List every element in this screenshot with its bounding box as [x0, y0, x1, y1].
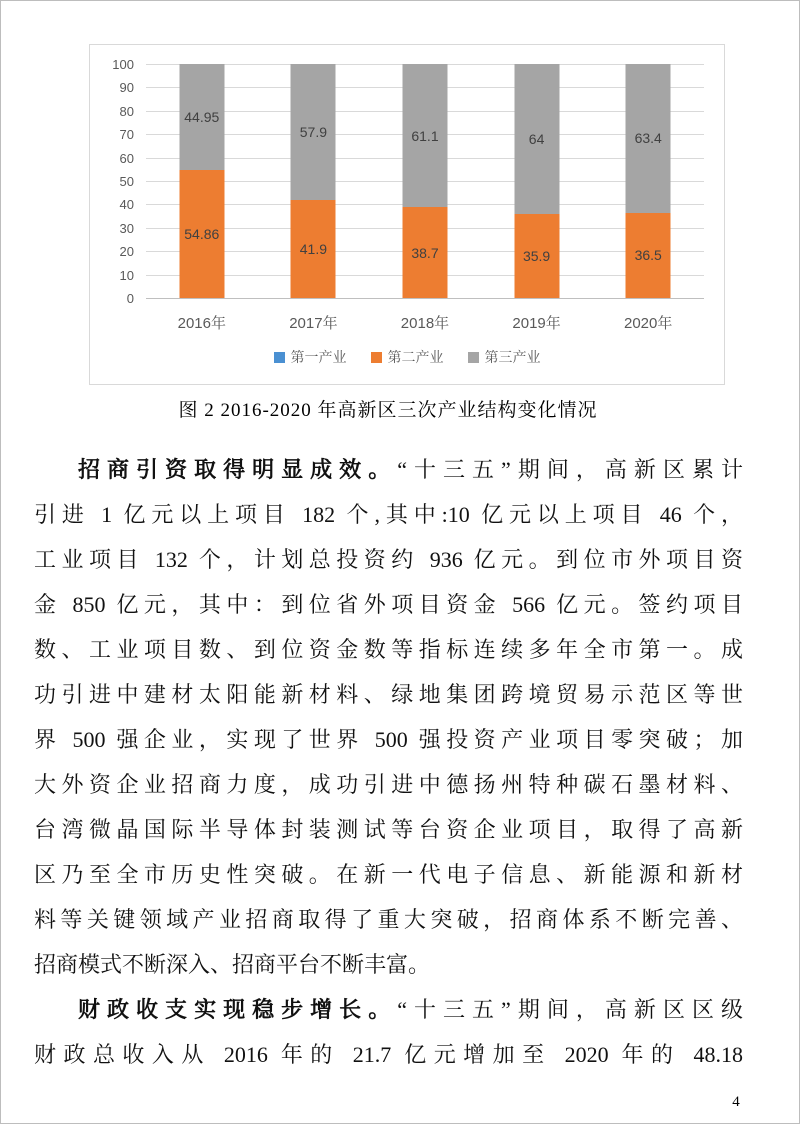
chart-legend [90, 349, 724, 365]
bar-segment-第二产业 [291, 200, 336, 298]
bar-data-label: 61.1 [411, 127, 439, 144]
legend-swatch-icon [274, 352, 285, 363]
y-tick-label: 80 [119, 103, 134, 119]
body-line [34, 852, 743, 897]
y-tick-label: 10 [119, 267, 134, 283]
y-tick-label: 90 [119, 80, 134, 96]
bar-segment-第二产业 [402, 207, 447, 298]
bar-segment-第三产业 [626, 64, 671, 212]
bar-segment-第三产业 [514, 64, 559, 214]
x-tick-label: 2019年 [512, 315, 561, 332]
bar-data-label: 64 [528, 131, 545, 148]
body-line [34, 492, 743, 537]
gridline [146, 298, 704, 299]
body-text-segment: 工业项目 132 个，计划总投资约 936 亿元。到位市外项目资 [34, 547, 743, 572]
body-text-segment: 财政总收入从 2016 年的 21.7 亿元增加至 2020 年的 48.18 [34, 1042, 743, 1067]
body-line [34, 717, 743, 762]
bar-segment-第三产业 [291, 64, 336, 199]
bar-segment-第二产业 [626, 213, 671, 298]
bar-data-label: 38.7 [411, 244, 439, 261]
x-axis-labels [146, 312, 704, 333]
body-text-segment: 界 500 强企业，实现了世界 500 强投资产业项目零突破；加 [34, 727, 743, 752]
bar-data-label: 54.86 [184, 225, 220, 242]
body-text-segment: 功引进中建材太阳能新材料、绿地集团跨境贸易示范区等世 [34, 682, 743, 707]
body-text-segment: “十三五”期间，高新区累计 [397, 457, 743, 482]
y-tick-label: 60 [119, 150, 134, 166]
bold-lead-text: 财政收支实现稳步增长。 [78, 997, 398, 1022]
bar-data-label: 57.9 [299, 124, 328, 141]
bar-column [146, 64, 258, 298]
body-line [34, 1032, 743, 1077]
figure-caption: 图 2 2016-2020 年高新区三次产业结构变化情况 [178, 400, 598, 421]
body-line [34, 942, 743, 987]
x-tick-label: 2020年 [623, 315, 673, 332]
bar-segment-第二产业 [514, 214, 559, 298]
y-tick-label: 30 [119, 220, 134, 236]
body-text [34, 447, 743, 1077]
body-line [34, 447, 743, 492]
legend-label: 第二产业 [387, 349, 444, 365]
body-text-segment: 区乃至全市历史性突破。在新一代电子信息、新能源和新材 [34, 862, 743, 887]
body-line [34, 897, 743, 942]
bar-column [258, 64, 370, 298]
bar-column [481, 64, 593, 298]
legend-item [274, 347, 347, 367]
body-line [34, 537, 743, 582]
body-text-segment: “十三五”期间，高新区区级 [397, 997, 743, 1022]
body-line [34, 627, 743, 672]
body-text-segment: 台湾微晶国际半导体封装测试等台资企业项目，取得了高新 [34, 817, 743, 842]
body-text-segment: 大外资企业招商力度，成功引进中德扬州特种碳石墨材料、 [34, 772, 743, 797]
legend-label: 第三产业 [484, 349, 541, 365]
y-tick-label: 50 [119, 174, 134, 189]
body-text-segment: 金 850 亿元，其中：到位省外项目资金 566 亿元。签约项目 [34, 592, 743, 617]
body-line [34, 807, 743, 852]
body-text-segment: 招商模式不断深入、招商平台不断丰富。 [34, 952, 431, 977]
legend-item [468, 347, 541, 367]
bar-column [369, 64, 481, 298]
y-tick-label: 70 [119, 127, 134, 143]
bar-data-label: 35.9 [522, 248, 551, 264]
x-tick-label: 2016年 [177, 315, 226, 332]
body-text-segment: 料等关键领域产业招商取得了重大突破，招商体系不断完善、 [34, 907, 743, 932]
bar-data-label: 44.95 [184, 109, 220, 126]
body-line [34, 762, 743, 807]
page-number: 4 [732, 1094, 740, 1110]
legend-label: 第一产业 [290, 349, 347, 365]
y-tick-label: 100 [112, 57, 134, 72]
y-tick-label: 40 [119, 197, 134, 213]
bar-segment-第三产业 [402, 64, 447, 207]
legend-swatch-icon [468, 352, 479, 363]
legend-item [371, 347, 444, 367]
bar-column [592, 64, 704, 298]
body-line [34, 582, 743, 627]
x-tick-label: 2018年 [400, 315, 450, 332]
y-tick-label: 0 [126, 291, 134, 306]
plot-area [146, 64, 704, 298]
bar-data-label: 36.5 [634, 247, 662, 264]
bold-lead-text: 招商引资取得明显成效。 [78, 457, 398, 482]
bar-data-label: 63.4 [634, 130, 662, 147]
figure-2-chart [89, 44, 725, 385]
body-text-segment: 数、工业项目数、到位资金数等指标连续多年全市第一。成 [34, 637, 743, 662]
x-tick-label: 2017年 [289, 315, 338, 332]
bar-data-label: 41.9 [299, 240, 328, 257]
body-text-segment: 引进 1 亿元以上项目 182 个,其中:10 亿元以上项目 46 个， [34, 502, 743, 527]
bar-segment-第二产业 [179, 170, 224, 298]
body-line [34, 987, 743, 1032]
y-tick-label: 20 [119, 244, 134, 260]
legend-swatch-icon [371, 352, 382, 363]
bar-segment-第三产业 [179, 64, 224, 169]
body-line [34, 672, 743, 717]
